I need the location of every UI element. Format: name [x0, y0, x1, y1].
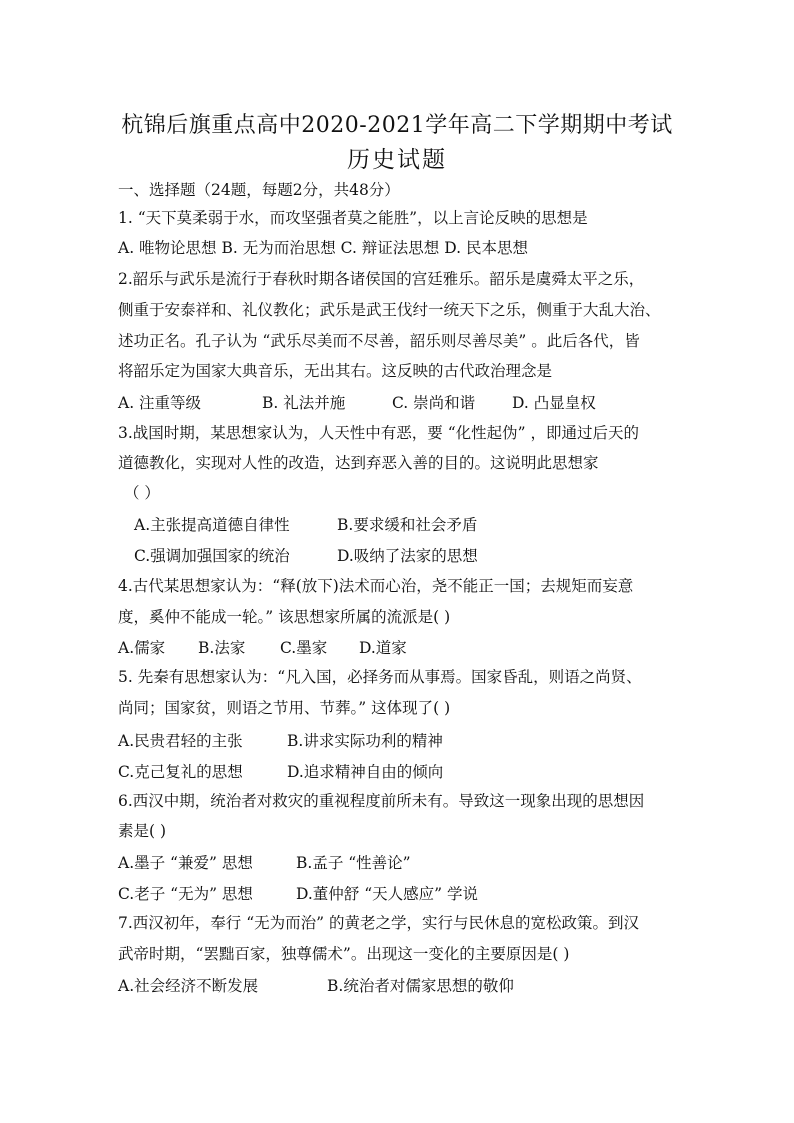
- question-2-option-d: D. 凸显皇权: [512, 394, 596, 412]
- question-3-option-b: B.要求缓和社会矛盾: [337, 516, 478, 534]
- question-1-stem: 1. “天下莫柔弱于水，而攻坚强者莫之能胜”，以上言论反映的思想是: [118, 209, 588, 227]
- question-4-option-d: D.道家: [359, 639, 407, 657]
- question-5-option-c: C.克己复礼的思想: [118, 763, 243, 781]
- question-4-option-c: C.墨家: [280, 639, 328, 657]
- question-2-option-a: A. 注重等级: [118, 394, 202, 412]
- question-5-option-b: B.讲求实际功利的精神: [287, 732, 443, 750]
- exam-subject-title: 历史试题: [347, 147, 447, 173]
- question-5-option-d: D.追求精神自由的倾向: [287, 763, 444, 781]
- question-7-stem-line: 武帝时期，“罢黜百家，独尊儒术”。出现这一变化的主要原因是( ): [118, 945, 570, 963]
- question-4-option-a: A.儒家: [118, 639, 166, 657]
- question-3-stem-line: 道德教化，实现对人性的改造，达到弃恶入善的目的。这说明此思想家: [118, 454, 599, 472]
- question-6-option-d: D.董仲舒 “天人感应” 学说: [296, 885, 479, 903]
- question-6-option-b: B.孟子 “性善论”: [296, 854, 411, 872]
- question-2-stem-line: 侧重于安泰祥和、礼仪教化；武乐是武王伐纣一统天下之乐，侧重于大乱大治、: [118, 301, 661, 319]
- question-4-stem-line: 4.古代某思想家认为：“释(放下)法术而心治，尧不能正一国；去规矩而妄意: [118, 577, 634, 595]
- question-2-option-c: C. 崇尚和谐: [392, 394, 476, 412]
- question-5-option-a: A.民贵君轻的主张: [118, 732, 243, 750]
- question-2-stem-line: 将韶乐定为国家大典音乐，无出其右。这反映的古代政治理念是: [118, 362, 553, 380]
- answer-blank: （ ）: [124, 484, 160, 502]
- question-3-option-a: A.主张提高道德自律性: [134, 516, 290, 534]
- question-3-option-d: D.吸纳了法家的思想: [337, 547, 478, 565]
- question-4-option-b: B.法家: [198, 639, 246, 657]
- question-3-option-c: C.强调加强国家的统治: [134, 547, 290, 565]
- question-6-stem-line: 6.西汉中期，统治者对救灾的重视程度前所未有。导致这一现象出现的思想因: [118, 792, 645, 810]
- question-6-stem-line: 素是( ): [118, 822, 167, 840]
- question-7-stem-line: 7.西汉初年，奉行 “无为而治” 的黄老之学，实行与民休息的宽松政策。到汉: [118, 914, 639, 932]
- question-7-option-a: A.社会经济不断发展: [118, 977, 259, 995]
- question-5-stem-line: 5. 先秦有思想家认为：“凡入国，必择务而从事焉。国家昏乱，则语之尚贤、: [118, 668, 642, 686]
- question-4-stem-line: 度，奚仲不能成一轮。” 该思想家所属的流派是( ): [118, 608, 451, 626]
- question-2-stem-line: 2.韶乐与武乐是流行于春秋时期各诸侯国的宫廷雅乐。韶乐是虞舜太平之乐，: [118, 270, 645, 288]
- question-5-stem-line: 尚同；国家贫，则语之节用、节葬。” 这体现了( ): [118, 699, 451, 717]
- question-2-stem-line: 述功正名。孔子认为 “武乐尽美而不尽善，韶乐则尽善尽美” 。此后各代，皆: [118, 332, 640, 350]
- question-1-options: A. 唯物论思想 B. 无为而治思想 C. 辩证法思想 D. 民本思想: [118, 239, 528, 257]
- question-6-option-c: C.老子 “无为” 思想: [118, 885, 253, 903]
- question-2-option-b: B. 礼法并施: [262, 394, 346, 412]
- question-3-stem-line: 3.战国时期，某思想家认为，人天性中有恶，要 “化性起伪” ，即通过后天的: [118, 424, 639, 442]
- exam-title: 杭锦后旗重点高中2020-2021学年高二下学期期中考试: [121, 113, 673, 138]
- question-7-option-b: B.统治者对儒家思想的敬仰: [327, 977, 514, 995]
- question-6-option-a: A.墨子 “兼爱” 思想: [118, 854, 253, 872]
- section-heading: 一、选择题（24题，每题2分，共48分）: [118, 181, 400, 199]
